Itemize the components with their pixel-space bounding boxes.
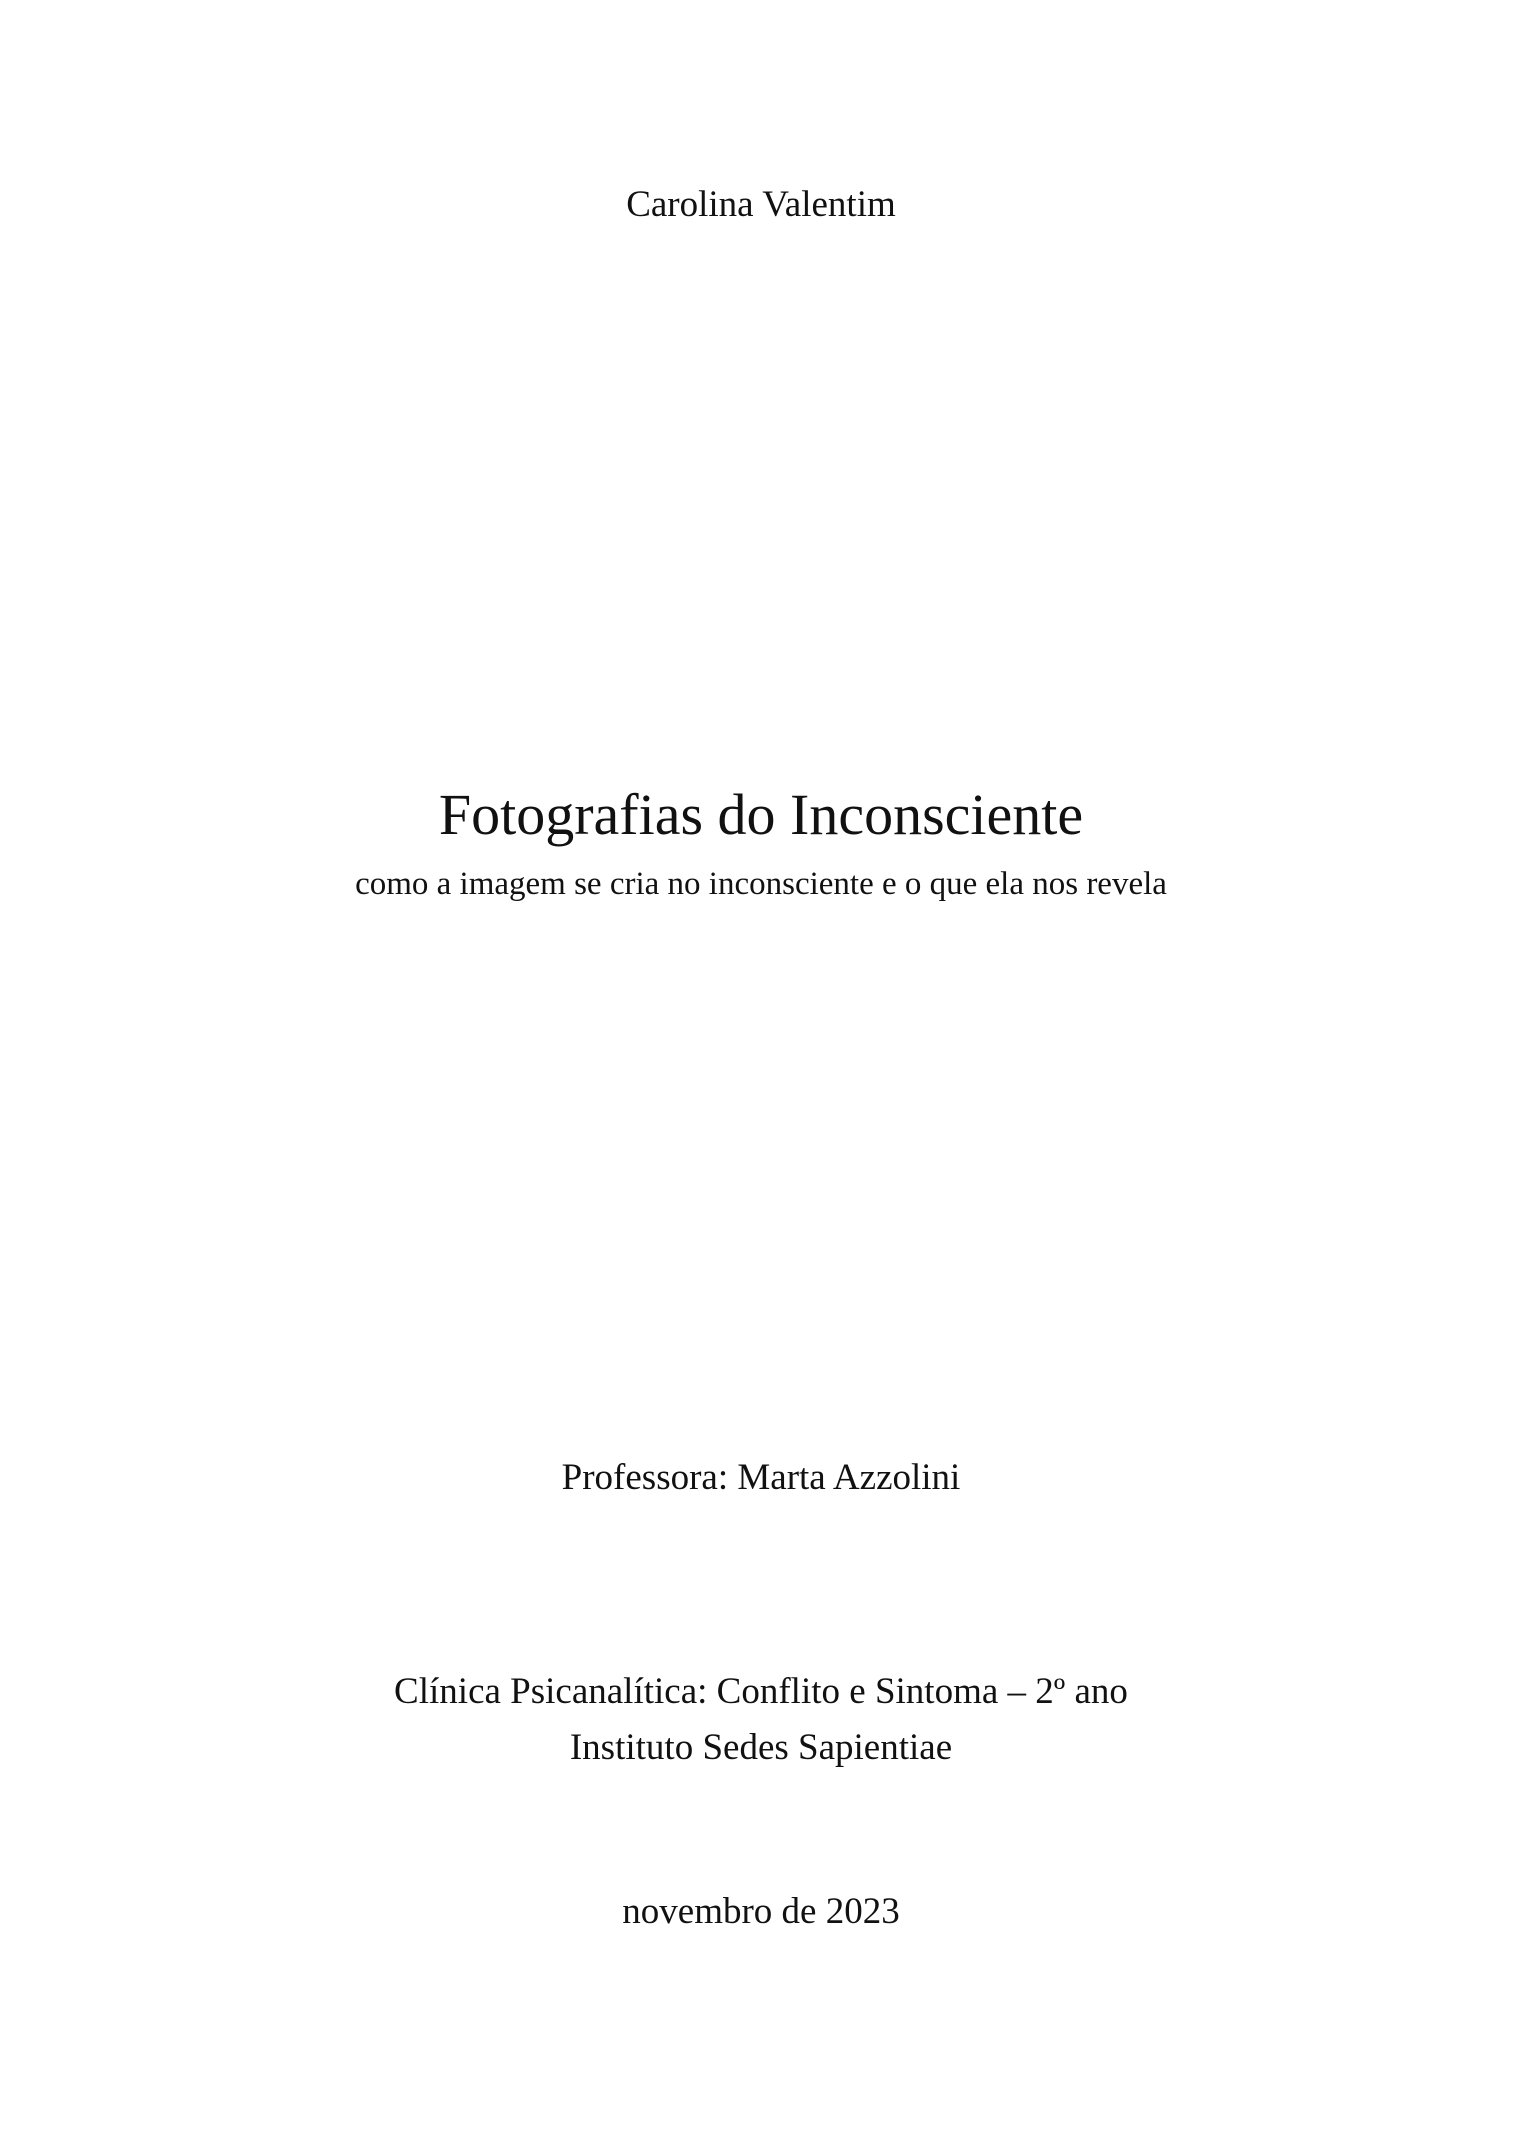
document-subtitle: como a imagem se cria no inconsciente e o que ela nos revela [355,866,1167,902]
date-line: novembro de 2023 [622,1891,900,1932]
document-title: Fotografias do Inconsciente [438,782,1084,847]
course-line: Clínica Psicanalítica: Conflito e Sintoma – 2º ano [394,1671,1128,1712]
institution-line: Instituto Sedes Sapientiae [569,1727,953,1768]
professor-line: Professora: Marta Azzolini [561,1457,961,1498]
author-name: Carolina Valentim [626,184,896,225]
